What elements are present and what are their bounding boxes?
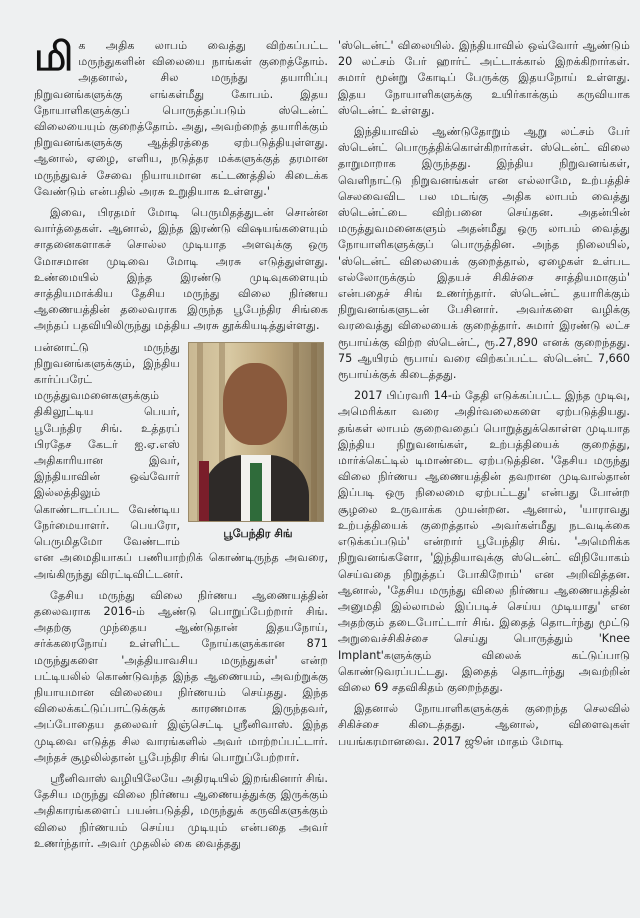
photo-caption: பூபேந்திர சிங் [223, 526, 293, 540]
paragraph-text: பன்னாட்டு மருந்து நிறுவனங்களுக்கும், இந்திய கார்ப்பரேட் மருத்துவமனைகளுக்கும் திகிலூட்டிய பெயர், பூபேந்திர சிங். உத்தரப் பிரதேச கேடர் ஐ.ஏ.எஸ் அதிகாரியான இவர், இந்தியாவின் ஒவ்வோர் இல்லத்திலும் கொண்டாடப்பட வேண்டிய நேர்மையாளர். பெயரோ, பெருமிதமோ வேண்டாம் என அமைதியாகப் பணியாற்றிக் கொண்டிருந்த அவரை, அங்கிருந்து விரட்டிவிட்டனர். [34, 340, 328, 581]
article-paragraph-1 [34, 34, 328, 200]
article-paragraph-3 [34, 340, 328, 583]
drop-cap: மி [34, 34, 74, 80]
paragraph-text: க அதிக லாபம் வைத்து விற்கப்பட்ட மருந்துகளின் விலையை நாங்கள் குறைத்தோம். அதனால், சில மருந்து தயாரிப்பு நிறுவனங்களுக்கு எங்கள்மீது கோபம். இதய நோயாளிகளுக்குப் பொருத்தப்படும் ஸ்டென்ட் விலையையும் குறைத்தோம். அது, அவற்றைத் தயாரிக்கும் நிறுவனங்களுக்கு ஆத்திரத்தை ஏற்படுத்தியுள்ளது. ஆனால், ஏழை, எளிய, நடுத்தர மக்களுக்குத் தரமான மருந்துவச் சேவை நியாயமான கட்டணத்தில் கிடைக்க வேண்டும் என்பதில் அரசு உறுதியாக உள்ளது.' [34, 39, 328, 198]
portrait-photo [188, 342, 324, 522]
article-paragraph-5: ஸ்ரீனிவாஸ் வழியிலேயே அதிரடியில் இறங்கினார் சிங். தேசிய மருந்து விலை நிர்ணய ஆணையத்துக்கு இருக்கும் அதிகாரங்களைப் பயன்படுத்தி, மருந்துக் கருவிகளுக்கும் விலை நிர்ணயம் செய்ய முடியும் என்பதை அவர் உணர்ந்தார். அவர் முதலில் கை வைத்தது [34, 771, 328, 850]
left-column [34, 34, 328, 857]
article-paragraph-4: தேசிய மருந்து விலை நிர்ணய ஆணையத்தின் தலைவராக 2016-ம் ஆண்டு பொறுப்பேற்றார் சிங். அதற்கு முந்தைய ஆண்டுதான் இதயநோய், சர்க்கரைநோய் உள்ளிட்ட நோய்களுக்கான 871 மருந்துகளை 'அத்தியாவசிய மருந்துகள்' என்ற பட்டியலில் கொண்டுவந்த இந்த ஆணையம், அவற்றுக்கு நியாயமான விலையை நிர்ணயம் செய்தது. இந்த விலைக்கட்டுப்பாட்டுக்குக் காரணமாக இருந்தவர், அப்போதைய தலைவர் இஞ்செட்டி ஸ்ரீனிவாஸ். இந்த முடிவை எடுத்த சில வாரங்களில் அவர் மாற்றப்பட்டார். அந்தச் சூழலில்தான் பூபேந்திர சிங் பொறுப்பேற்றார். [34, 588, 328, 764]
article-paragraph-9: இதனால் நோயாளிகளுக்குக் குறைந்த செலவில் சிகிச்சை கிடைத்தது. ஆனால், விளைவுகள் பயங்கரமானவை. 2017 ஜூன் மாதம் மோடி [338, 702, 630, 748]
article-paragraph-7: இந்தியாவில் ஆண்டுதோறும் ஆறு லட்சம் பேர் ஸ்டென்ட் பொருத்திக்கொள்கிறார்கள். ஸ்டென்ட் விலை தாறுமாறாக இருந்தது. இந்திய நிறுவனங்கள், வெளிநாட்டு நிறுவனங்கள் என எல்லாமே, உற்பத்திச் செலவைவிட பல மடங்கு அதிக லாபம் வைத்து ஸ்டென்ட்டை விற்பனை செய்தன. அதன்பின் மருத்துவமனைகளும் அதன்மீது ஒரு லாபம் வைத்து நோயாளிகளுக்குப் பொருத்தின. அந்த நிலையில், 'ஸ்டென்ட் விலையைக் குறைத்தால், ஏழைகள் உள்பட எல்லோருக்கும் இதயச் சிகிச்சை சாத்தியமாகும்' என்பதைச் சிங் உணர்ந்தார். ஸ்டென்ட் தயாரிக்கும் நிறுவனங்களுடன் பேசினார். அவர்களை வழிக்கு வரவைத்து விலையைக் குறைத்தார். சுமார் இரண்டு லட்ச ரூபாய்க்கு விற்ற ஸ்டென்ட், ரூ.27,890 எனக் குறைந்தது. 75 ஆயிரம் ரூபாய் வரை விற்கப்பட்ட ஸ்டென்ட் 7,660 ரூபாய்க்குக் கிடைத்தது. [338, 125, 630, 382]
right-column [338, 38, 630, 755]
photo-figure [188, 342, 328, 542]
article-paragraph-6: 'ஸ்டென்ட்' விலையில். இந்தியாவில் ஒவ்வோர் ஆண்டும் 20 லட்சம் பேர் ஹார்ட் அட்டாக்கால் இறக்கிறார்கள். சுமார் மூன்று கோடிப் பேருக்கு இதயநோய் உள்ளது. இதய நோயாளிகளுக்கு உயிர்காக்கும் கருவியாக ஸ்டென்ட் உள்ளது. [338, 39, 630, 117]
article-paragraph-2: இவை, பிரதமர் மோடி பெருமிதத்துடன் சொன்ன வார்த்தைகள். ஆனால், இந்த இரண்டு விஷயங்களையும் சாதனைகளாகச் சொல்ல முடியாத அளவுக்கு ஒரு மோசமான முடிவை மோடி அரசு எடுத்துள்ளது. உண்மையில் இந்த இரண்டு முடிவுகளையும் சாத்தியமாக்கிய தேசிய மருந்து விலை நிர்ணய ஆணையத்தின் தலைவராக இருந்த பூபேந்திர சிங்கை அந்தப் பதவியிலிருந்து மத்திய அரசு தூக்கியடித்துள்ளது. [34, 206, 328, 333]
article-paragraph-8: 2017 பிப்ரவரி 14-ம் தேதி எடுக்கப்பட்ட இந்த முடிவு, அமெரிக்கா வரை அதிர்வலைகளை ஏற்படுத்தியது. தங்கள் லாபம் குறைவதைப் பொறுத்துக்கொள்ள முடியாத இந்திய நிறுவனங்கள், உற்பத்தியைக் குறைத்து, மார்க்கெட்டில் டிமாண்டை ஏற்படுத்தின. 'தேசிய மருந்து விலை நிர்ணய ஆணையத்தின் தவறான முடிவால்தான் இப்படி ஒரு நிலைமை ஏற்பட்டது' என்பது போன்ற சூழலை உருவாக்க முயன்றன. ஆனால், 'யாராவது உற்பத்தியைக் குறைத்தால் அவர்கள்மீது நடவடிக்கை எடுக்கப்படும்' என்றார் பூபேந்திர சிங். 'அமெரிக்க நிறுவனங்களோ, 'இந்தியாவுக்கு ஸ்டென்ட் விநியோகம் செய்வதை நிறுத்தப் போகிறோம்' என அறிவித்தன. ஆனால், 'தேசிய மருந்து விலை நிர்ணய ஆணையத்தின் அனுமதி இல்லாமல் இப்படிச் செய்ய முடியாது' என அதற்கும் தடைபோட்டார் சிங். இதைத் தொடர்ந்து மூட்டு அறுவைச்சிகிச்சை செய்து பொருத்தும் 'Knee Implant'களுக்கும் விலைக் கட்டுப்பாடு கொண்டுவரப்பட்டது. இதைத் தொடர்ந்து அவற்றின் விலை 69 சதவிகிதம் குறைந்தது. [338, 389, 630, 694]
